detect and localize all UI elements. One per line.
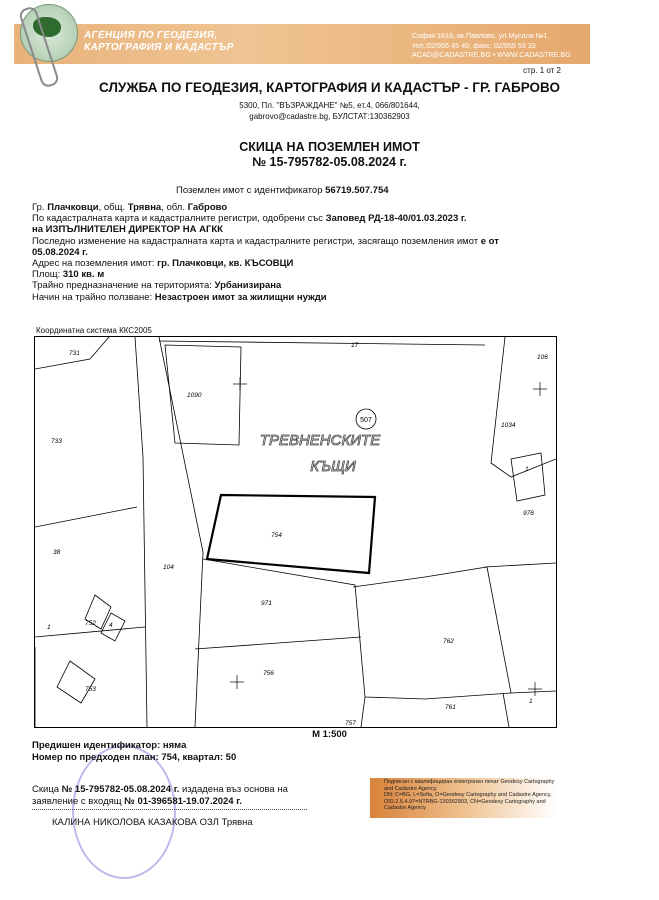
office-contacts-line: gabrovo@cadastre.bg, БУЛСТАТ:130362903 [249, 112, 410, 121]
esign-line2: and Cadastre Agency [384, 785, 437, 792]
parcel-label: 976 [523, 510, 534, 517]
application-number: № 01-396581-19.07.2024 г. [124, 795, 242, 807]
last-change-text: Последно изменение на кадастралната карта и кадастралните регистри, засягащо поземления имот [32, 235, 481, 247]
page-number: стр. 1 от 2 [523, 66, 561, 75]
usage-value: Незастроен имот за жилищни нужди [154, 291, 327, 303]
office-address [0, 100, 659, 122]
agency-address-line3: ACAD@CADASTRE.BG • WWW.CADASTRE.BG [412, 50, 571, 59]
signer-name: КАЛИНА НИКОЛОВА КАЗАКОВА ОЗЛ Трявна [52, 817, 253, 828]
document-title-text: СКИЦА НА ПОЗЕМЛЕН ИМОТ [239, 140, 420, 154]
parcel-label: 106 [537, 354, 548, 361]
purpose-line [32, 280, 572, 291]
settlement-label: Гр. [32, 202, 48, 213]
usage-label: Начин на трайно ползване: [32, 291, 155, 303]
agency-address [412, 31, 571, 60]
parcel-boundaries [35, 337, 556, 727]
agency-address-line2: тел.:02/955 45 40, факс: 02/955 53 33 [412, 40, 536, 50]
usage-line [32, 292, 572, 303]
esign-line4: OID.2.5.4.97=NTRBG-130362903, CN=Geodesy Cartography and [384, 798, 546, 805]
address-value: гр. Плачковци, кв. КЪСОВЦИ [157, 258, 294, 270]
street-name-line1: ТРЕВНЕНСКИТЕ [259, 432, 381, 449]
building-4 [101, 613, 125, 641]
approved-by-line [32, 224, 572, 235]
issuance-info [32, 784, 288, 807]
parcel-label: 1090 [187, 392, 202, 399]
parcel-label: 762 [443, 638, 454, 645]
office-title: СЛУЖБА ПО ГЕОДЕЗИЯ, КАРТОГРАФИЯ И КАДАСТЪР - ГР. ГАБРОВО [99, 80, 560, 95]
parcel-label: 1 [47, 624, 51, 631]
parcel-label: 1034 [501, 422, 516, 429]
last-change-date-part2: 05.08.2024 г. [32, 246, 88, 258]
parcel-762-boundary [353, 567, 511, 699]
identifier-value: 56719.507.754 [325, 185, 389, 196]
parcel-label: 4 [109, 622, 113, 629]
region-value: Габрово [187, 202, 228, 213]
sketch-label: Скица [32, 784, 62, 795]
parcel-733-boundary [35, 507, 137, 527]
quarter-number: 507 [360, 417, 372, 424]
previous-plan-label: Номер по предходен план: [32, 751, 162, 763]
building-753 [57, 661, 95, 703]
settlement-value: Плачковци [47, 202, 99, 213]
esign-line3: DN: C=BG, L=Sofia, O=Geodesy Cartography and Cadastre Agency, [384, 792, 552, 799]
parcel-label: 38 [53, 549, 61, 556]
address-line [32, 258, 572, 269]
approved-by-value: на ИЗПЪЛНИТЕЛЕН ДИРЕКТОР НА АГКК [32, 224, 223, 236]
previous-plan-value: 754, квартал: 50 [161, 751, 237, 763]
agency-address-line1: София 1618, кв.Павлово, ул.Мусала №1 [412, 31, 548, 40]
agency-name [84, 30, 234, 54]
office-address-line: 5300, Пл. "ВЪЗРАЖДАНЕ" №5, ет.4, 066/801644, [239, 101, 420, 110]
parcel-label: 757 [345, 720, 356, 727]
purpose-value: Урбанизирана [214, 280, 282, 292]
parcel-label-754: 754 [271, 532, 282, 539]
parcel-label: 1 [529, 698, 533, 705]
parcel-756-boundary [195, 637, 361, 649]
esign-line5: Cadastre Agency [384, 805, 426, 812]
parcel-976-boundary [485, 563, 556, 567]
order-value: Заповед РД-18-40/01.03.2023 г. [325, 213, 467, 225]
parcel-label: 731 [69, 350, 80, 357]
sketch-line [32, 784, 288, 796]
parcel-38-boundary [35, 627, 145, 637]
previous-id-label: Предишен идентификатор: [32, 740, 163, 751]
municipality-label: , общ. [98, 202, 128, 213]
document-title [0, 140, 659, 170]
identifier-label: Поземлен имот с идентификатор [176, 185, 323, 196]
parcel-label: 971 [261, 600, 272, 607]
parcel-label: 104 [163, 564, 174, 571]
municipality-value: Трявна [127, 202, 162, 213]
parcel-971-boundary [203, 559, 365, 697]
official-stamp [72, 745, 176, 879]
street-name-line2: КЪЩИ [310, 458, 356, 475]
agency-name-line2: КАРТОГРАФИЯ И КАДАСТЪР [84, 42, 234, 53]
road-edge-left [135, 337, 147, 727]
map-scale: М 1:500 [312, 729, 347, 740]
document-number: № 15-795782-05.08.2024 г. [252, 155, 407, 169]
agency-name-line1: АГЕНЦИЯ ПО ГЕОДЕЗИЯ, [84, 30, 218, 41]
electronic-seal-text [384, 779, 559, 812]
previous-plan-line [32, 752, 236, 764]
signature-line [32, 809, 307, 810]
location-line [32, 202, 572, 213]
identifier-line [176, 185, 389, 196]
region-label: , обл. [161, 202, 188, 213]
area-value: 310 кв. м [62, 269, 105, 281]
sketch-number: № 15-795782-05.08.2024 г. [61, 784, 180, 795]
parcel-label: 752 [85, 620, 96, 627]
cadastral-map [34, 336, 557, 728]
parcel-754-highlight [207, 495, 375, 573]
parcel-label: 753 [85, 686, 96, 693]
approval-text: По кадастралната карта и кадастралните регистри, одобрени със [32, 213, 326, 225]
parcel-label: 756 [263, 670, 274, 677]
issued-text: издадена въз основа на [179, 784, 288, 795]
purpose-label: Трайно предназначение на територията: [32, 280, 215, 292]
coordinate-system-label: Координатна система ККС2005 [36, 326, 152, 335]
last-change-date-part1: е от [480, 235, 499, 247]
cadastral-map-drawing [35, 337, 556, 727]
parcel-label: 733 [51, 438, 62, 445]
previous-id-line [32, 740, 236, 752]
previous-id-value: няма [162, 740, 187, 751]
last-change-line [32, 236, 572, 258]
parcel-761-boundary [511, 691, 556, 693]
area-line [32, 269, 572, 280]
property-info [32, 202, 572, 303]
address-label: Адрес на поземления имот: [32, 258, 158, 270]
application-label: заявление с входящ [32, 795, 125, 807]
parcel-757-boundary [361, 697, 365, 727]
parcel-1c-boundary [503, 693, 509, 727]
parcel-label: 17 [351, 342, 359, 349]
application-line [32, 796, 288, 808]
parcel-1090 [165, 345, 241, 445]
approval-line [32, 213, 572, 224]
north-boundary [159, 341, 485, 345]
parcel-label: 1 [525, 466, 529, 473]
previous-info [32, 740, 236, 763]
parcel-label: 761 [445, 704, 456, 711]
esign-line1: Подписан с квалифициран електронен печат Geodesy Cartography [384, 779, 555, 785]
area-label: Площ: [32, 269, 63, 281]
building-1 [511, 453, 545, 501]
